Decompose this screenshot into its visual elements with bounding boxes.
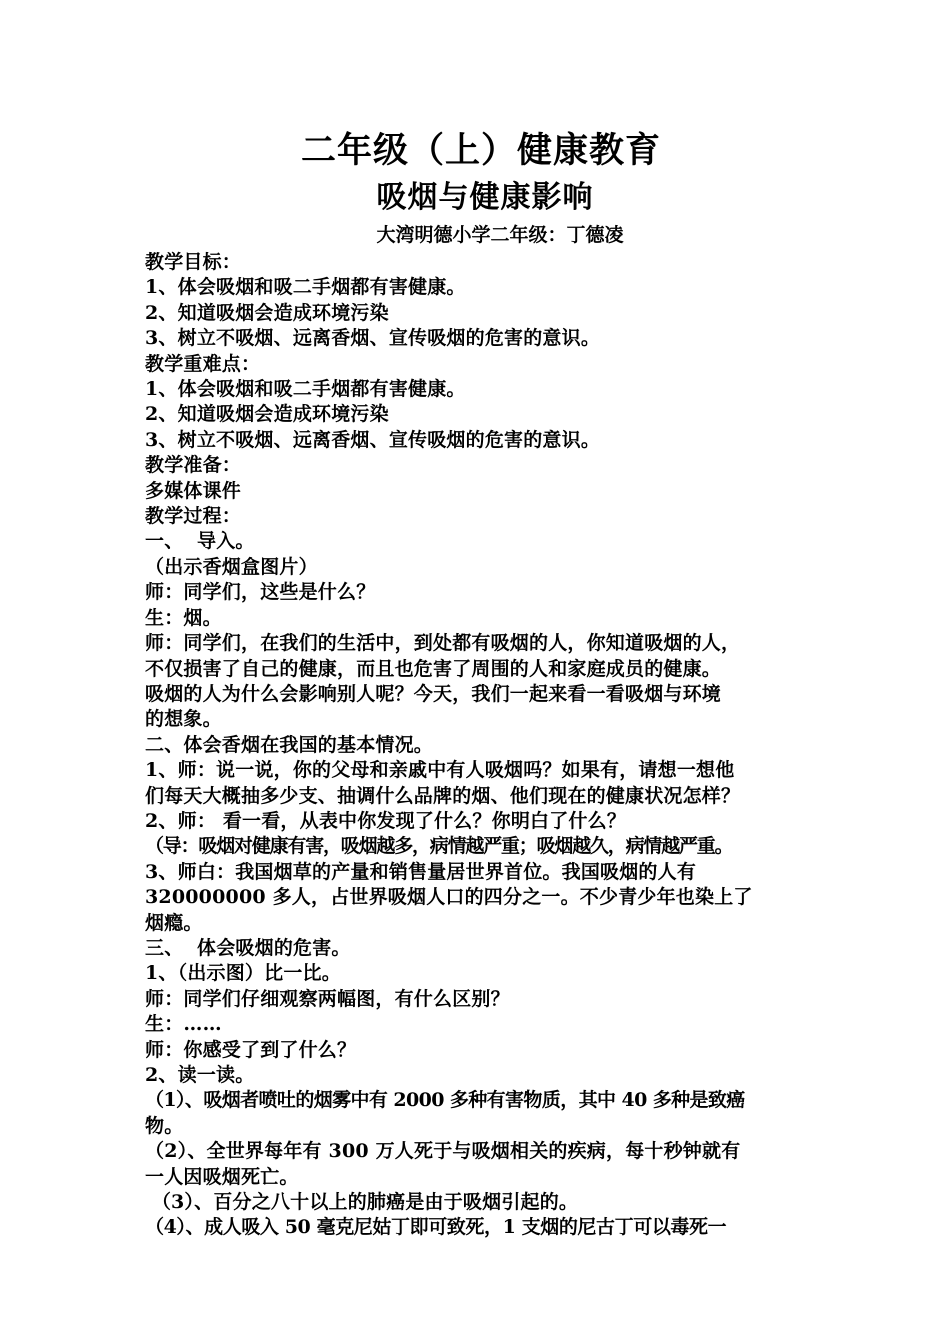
text-line: 师：你感受了到了什么？ [145,1038,357,1061]
text-line: 一、 导入。 [145,530,255,553]
document-subtitle: 吸烟与健康影响 [376,180,594,215]
text-line: 三、 体会吸烟的危害。 [145,936,351,959]
text-line: 物。 [145,1114,184,1137]
text-line: 2、知道吸烟会造成环境污染 [145,403,389,426]
text-line: 3、树立不吸烟、远离香烟、宣传吸烟的危害的意识。 [145,428,601,451]
text-line: 多媒体课件 [145,479,242,502]
text-line: 2、师： 看一看，从表中你发现了什么？你明白了什么？ [145,809,627,832]
section-heading-objectives: 教学目标： [145,251,242,273]
text-line: 烟瘾。 [145,911,203,934]
text-line: （导：吸烟对健康有害，吸烟越多，病情越严重；吸烟越久，病情越严重。 [145,835,733,858]
text-line: 2、知道吸烟会造成环境污染 [145,301,389,324]
text-line: 一人因吸烟死亡。 [145,1165,299,1188]
text-line: 320000000 多人，占世界吸烟人口的四分之一。不少青少年也染上了 [145,886,753,909]
text-line: 二、体会香烟在我国的基本情况。 [145,733,434,756]
section-heading-process: 教学过程： [145,505,242,528]
text-line: （2）、全世界每年有 300 万人死于与吸烟相关的疾病，每十秒钟就有 [145,1140,741,1163]
document-page [145,128,825,1241]
text-line: 们每天大概抽多少支、抽调什么品牌的烟、他们现在的健康状况怎样？ [145,784,741,807]
section-heading-key-points: 教学重难点： [145,352,261,375]
document-body [145,250,825,1241]
text-line: 1、师：说一说，你的父母和亲戚中有人吸烟吗？如果有，请想一想他 [145,759,735,782]
text-line: 生：烟。 [145,606,222,629]
section-heading-preparation: 教学准备： [145,454,242,477]
text-line: 不仅损害了自己的健康，而且也危害了周围的人和家庭成员的健康。 [145,657,722,680]
text-line: 3、师白：我国烟草的产量和销售量居世界首位。我国吸烟的人有 [145,860,697,883]
author-line: 大湾明德小学二年级：丁德凌 [376,224,624,246]
text-line: 师：同学们仔细观察两幅图，有什么区别？ [145,987,510,1010]
text-line: 1、体会吸烟和吸二手烟都有害健康。 [145,378,466,401]
text-line: 生：…… [145,1013,222,1036]
text-line: （1）、吸烟者喷吐的烟雾中有 2000 多种有害物质，其中 40 多种是致癌 [145,1089,745,1112]
text-line: 吸烟的人为什么会影响别人呢？今天，我们一起来看一看吸烟与环境 [145,682,722,705]
text-line: （出示香烟盒图片） [145,555,318,578]
text-line: 的想象。 [145,708,222,731]
text-line: 师：同学们，这些是什么？ [145,581,376,604]
text-line: （3）、百分之八十以上的肺癌是由于吸烟引起的。 [145,1191,579,1214]
text-line: 师：同学们，在我们的生活中，到处都有吸烟的人，你知道吸烟的人， [145,632,741,655]
document-title: 二年级（上）健康教育 [300,130,661,171]
text-line: 1、（出示图）比一比。 [145,962,341,985]
text-line: 1、体会吸烟和吸二手烟都有害健康。 [145,276,466,299]
text-line: （4）、成人吸入 50 毫克尼姑丁即可致死，1 支烟的尼古丁可以毒死一 [145,1216,727,1239]
text-line: 3、树立不吸烟、远离香烟、宣传吸烟的危害的意识。 [145,327,601,350]
text-line: 2、读一读。 [145,1064,255,1086]
